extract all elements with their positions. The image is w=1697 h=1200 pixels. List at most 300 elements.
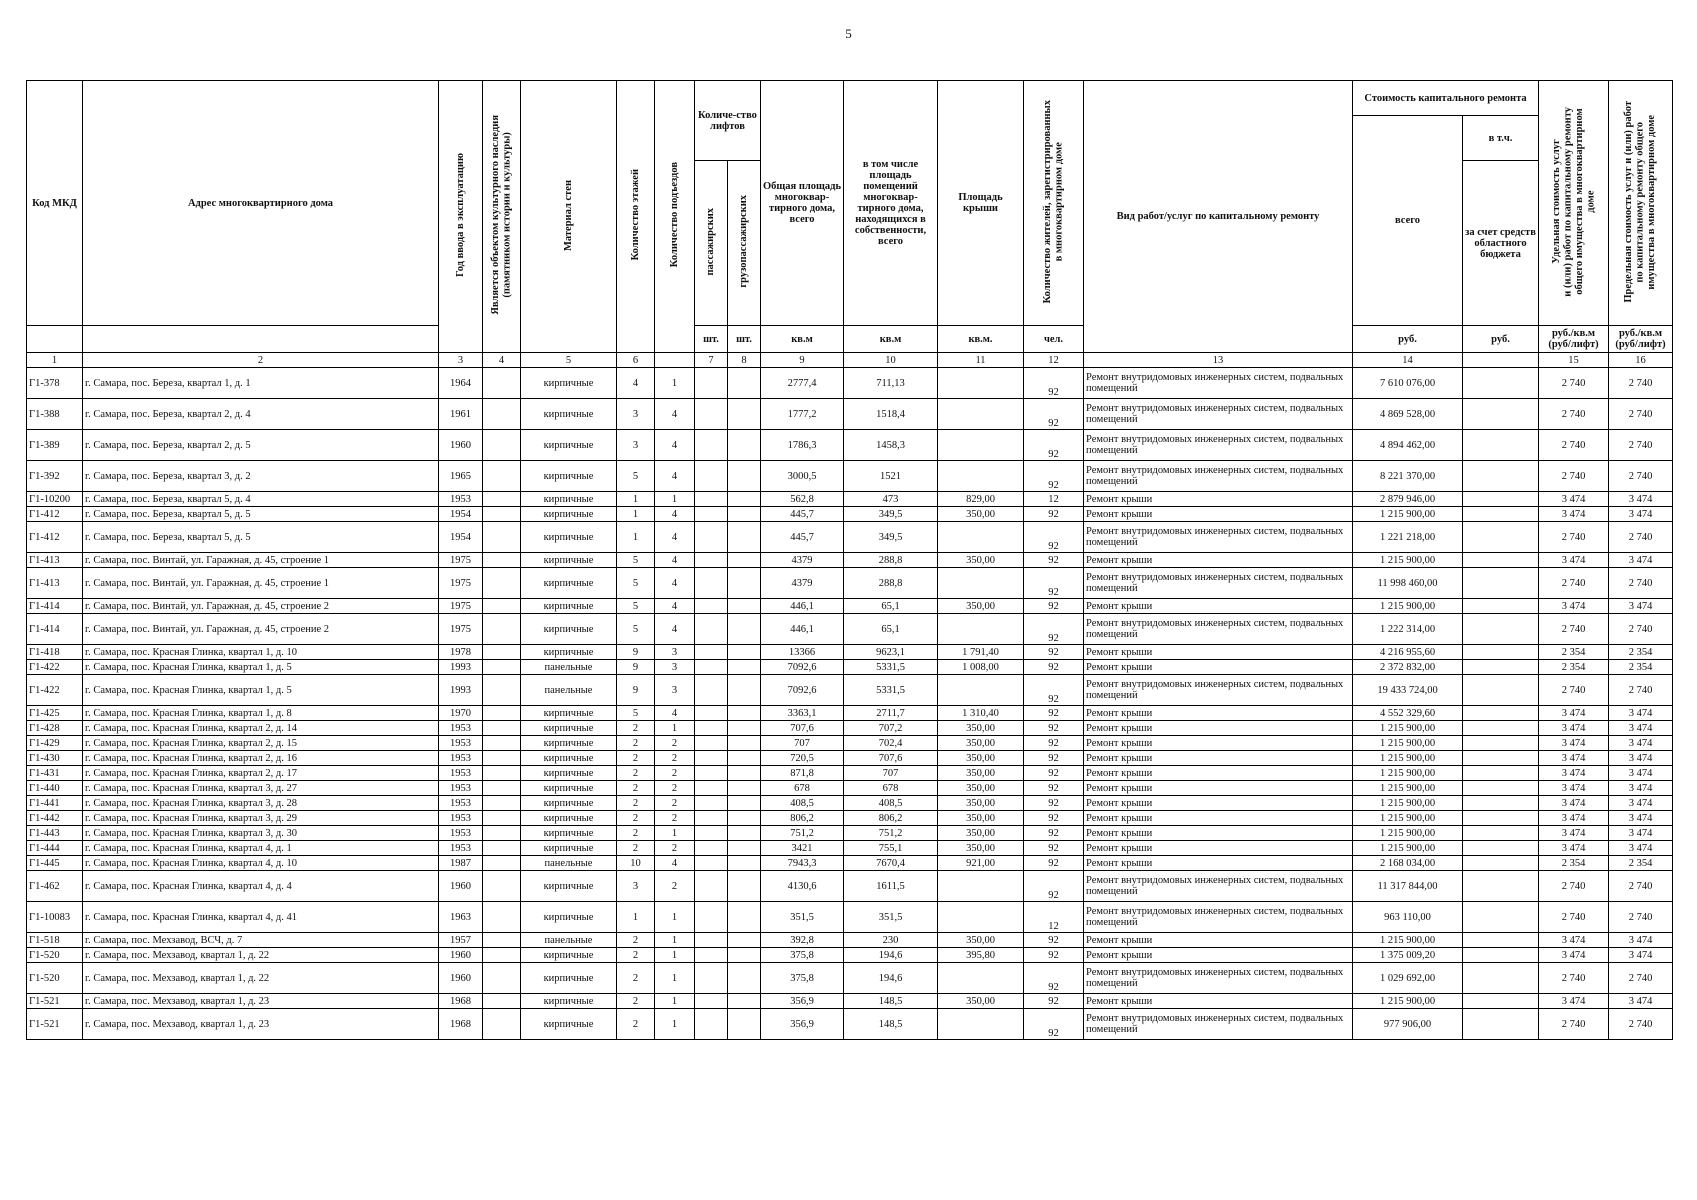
cell-heritage (483, 736, 521, 751)
cell-work-type: Ремонт крыши (1084, 841, 1353, 856)
header-limit-cost: Предельная стоимость услуг и (или) работ по капитальному ремонту общего имущества в многоквартирном доме (1623, 100, 1658, 303)
cell-unit-cost: 3 474 (1539, 553, 1609, 568)
cell-cost-total: 1 215 900,00 (1353, 766, 1463, 781)
unit-pcs: шт. (728, 326, 761, 353)
cell-total-area: 3000,5 (761, 461, 844, 492)
cell-year: 1968 (439, 1009, 483, 1040)
cell-floors: 3 (617, 430, 655, 461)
cell-entrances: 2 (655, 736, 695, 751)
header-cargo: грузопассажирских (738, 195, 750, 288)
cell-limit-cost: 3 474 (1609, 553, 1673, 568)
cell-work-type: Ремонт крыши (1084, 856, 1353, 871)
column-number: 16 (1609, 353, 1673, 368)
table-row (27, 675, 1673, 706)
cell-material: кирпичные (521, 568, 617, 599)
cell-work-type: Ремонт крыши (1084, 721, 1353, 736)
cell-floors: 5 (617, 599, 655, 614)
cell-cargo-lifts (728, 826, 761, 841)
cell-address: г. Самара, пос. Красная Глинка, квартал 1, д. 5 (83, 675, 439, 706)
cell-material: кирпичные (521, 461, 617, 492)
cell-year: 1987 (439, 856, 483, 871)
cell-address: г. Самара, пос. Красная Глинка, квартал 3, д. 30 (83, 826, 439, 841)
cell-floors: 9 (617, 675, 655, 706)
cell-roof-area: 1 008,00 (938, 660, 1024, 675)
cell-year: 1953 (439, 826, 483, 841)
cell-roof-area: 350,00 (938, 796, 1024, 811)
unit-rub: руб. (1353, 326, 1463, 353)
cell-floors: 2 (617, 826, 655, 841)
cell-year: 1954 (439, 522, 483, 553)
cell-roof-area (938, 568, 1024, 599)
cell-address: г. Самара, пос. Красная Глинка, квартал 2, д. 16 (83, 751, 439, 766)
cell-total-area: 707 (761, 736, 844, 751)
header-code: Код МКД (27, 81, 83, 326)
cell-year: 1953 (439, 721, 483, 736)
cell-material: кирпичные (521, 430, 617, 461)
cell-floors: 2 (617, 736, 655, 751)
cell-work-type: Ремонт крыши (1084, 948, 1353, 963)
cell-unit-cost: 3 474 (1539, 781, 1609, 796)
cell-floors: 1 (617, 507, 655, 522)
cell-address: г. Самара, пос. Красная Глинка, квартал 1, д. 10 (83, 645, 439, 660)
cell-address: г. Самара, пос. Красная Глинка, квартал 2, д. 15 (83, 736, 439, 751)
cell-address: г. Самара, пос. Мехзавод, квартал 1, д. 23 (83, 994, 439, 1009)
cell-floors: 5 (617, 706, 655, 721)
cell-roof-area (938, 461, 1024, 492)
cell-passenger-lifts (695, 811, 728, 826)
header-entrances: Количество подъездов (668, 162, 680, 268)
cell-residents: 92 (1024, 706, 1084, 721)
cell-address: г. Самара, пос. Мехзавод, ВСЧ, д. 7 (83, 933, 439, 948)
cell-address: г. Самара, пос. Красная Глинка, квартал 3, д. 27 (83, 781, 439, 796)
cell-entrances: 2 (655, 751, 695, 766)
cell-owned-area: 148,5 (844, 1009, 938, 1040)
cell-cost-regional (1463, 856, 1539, 871)
cell-address: г. Самара, пос. Береза, квартал 2, д. 4 (83, 399, 439, 430)
cell-code: Г1-413 (27, 568, 83, 599)
cell-code: Г1-462 (27, 871, 83, 902)
cell-total-area: 3363,1 (761, 706, 844, 721)
cell-heritage (483, 811, 521, 826)
cell-roof-area: 350,00 (938, 933, 1024, 948)
cell-cost-total: 1 215 900,00 (1353, 751, 1463, 766)
cell-heritage (483, 933, 521, 948)
cell-total-area: 871,8 (761, 766, 844, 781)
table-row (27, 856, 1673, 871)
cell-floors: 9 (617, 660, 655, 675)
cell-code: Г1-412 (27, 507, 83, 522)
table-row (27, 599, 1673, 614)
cell-material: кирпичные (521, 399, 617, 430)
table-row (27, 871, 1673, 902)
cell-material: кирпичные (521, 368, 617, 399)
cell-residents: 92 (1024, 826, 1084, 841)
cell-work-type: Ремонт крыши (1084, 933, 1353, 948)
cell-material: кирпичные (521, 766, 617, 781)
unit-rate: руб./кв.м (руб/лифт) (1539, 326, 1609, 353)
cell-roof-area: 350,00 (938, 507, 1024, 522)
cell-floors: 2 (617, 1009, 655, 1040)
cell-unit-cost: 2 740 (1539, 871, 1609, 902)
cell-address: г. Самара, пос. Береза, квартал 5, д. 5 (83, 522, 439, 553)
cell-unit-cost: 2 740 (1539, 430, 1609, 461)
column-number: 5 (521, 353, 617, 368)
cell-year: 1954 (439, 507, 483, 522)
cell-cargo-lifts (728, 1009, 761, 1040)
cell-unit-cost: 3 474 (1539, 751, 1609, 766)
cell-passenger-lifts (695, 751, 728, 766)
header-heritage: Является объектом культурного наследия (памятником истории и культуры) (490, 115, 513, 315)
cell-total-area: 392,8 (761, 933, 844, 948)
cell-entrances: 3 (655, 660, 695, 675)
cell-heritage (483, 492, 521, 507)
cell-heritage (483, 368, 521, 399)
cell-work-type: Ремонт крыши (1084, 796, 1353, 811)
cell-roof-area (938, 902, 1024, 933)
cell-unit-cost: 3 474 (1539, 841, 1609, 856)
column-number: 6 (617, 353, 655, 368)
cell-total-area: 446,1 (761, 599, 844, 614)
cell-passenger-lifts (695, 568, 728, 599)
cell-cost-total: 11 317 844,00 (1353, 871, 1463, 902)
cell-owned-area: 806,2 (844, 811, 938, 826)
cell-year: 1957 (439, 933, 483, 948)
cell-cost-regional (1463, 568, 1539, 599)
page-number: 5 (845, 26, 852, 41)
cell-cost-total: 1 215 900,00 (1353, 781, 1463, 796)
table-row (27, 811, 1673, 826)
cell-code: Г1-388 (27, 399, 83, 430)
cell-passenger-lifts (695, 856, 728, 871)
cell-owned-area: 349,5 (844, 507, 938, 522)
cell-entrances: 4 (655, 856, 695, 871)
cell-residents: 92 (1024, 933, 1084, 948)
header-work-type: Вид работ/услуг по капитальному ремонту (1084, 81, 1353, 353)
cell-work-type: Ремонт крыши (1084, 826, 1353, 841)
cell-owned-area: 148,5 (844, 994, 938, 1009)
column-number: 10 (844, 353, 938, 368)
cell-material: кирпичные (521, 614, 617, 645)
cell-owned-area: 707,6 (844, 751, 938, 766)
cell-code: Г1-422 (27, 660, 83, 675)
cell-cost-regional (1463, 963, 1539, 994)
cell-work-type: Ремонт крыши (1084, 553, 1353, 568)
cell-cost-total: 1 215 900,00 (1353, 826, 1463, 841)
column-number (1463, 353, 1539, 368)
cell-limit-cost: 2 740 (1609, 568, 1673, 599)
cell-cargo-lifts (728, 430, 761, 461)
cell-code: Г1-422 (27, 675, 83, 706)
cell-unit-cost: 3 474 (1539, 507, 1609, 522)
cell-passenger-lifts (695, 948, 728, 963)
cell-address: г. Самара, пос. Красная Глинка, квартал 4, д. 41 (83, 902, 439, 933)
table-row (27, 1009, 1673, 1040)
cell-entrances: 2 (655, 871, 695, 902)
cell-entrances: 2 (655, 796, 695, 811)
table-row (27, 507, 1673, 522)
cell-entrances: 2 (655, 811, 695, 826)
cell-owned-area: 65,1 (844, 614, 938, 645)
table-row (27, 963, 1673, 994)
cell-unit-cost: 2 740 (1539, 522, 1609, 553)
cell-year: 1953 (439, 796, 483, 811)
cell-total-area: 3421 (761, 841, 844, 856)
cell-cargo-lifts (728, 660, 761, 675)
cell-roof-area (938, 871, 1024, 902)
cell-unit-cost: 2 740 (1539, 614, 1609, 645)
cell-owned-area: 702,4 (844, 736, 938, 751)
cell-total-area: 678 (761, 781, 844, 796)
cell-code: Г1-10083 (27, 902, 83, 933)
cell-limit-cost: 3 474 (1609, 841, 1673, 856)
header-passenger: пассажирских (705, 207, 717, 276)
cell-total-area: 7092,6 (761, 660, 844, 675)
cell-roof-area: 350,00 (938, 721, 1024, 736)
cell-cost-total: 4 869 528,00 (1353, 399, 1463, 430)
cell-code: Г1-518 (27, 933, 83, 948)
cell-year: 1953 (439, 736, 483, 751)
cell-owned-area: 751,2 (844, 826, 938, 841)
cell-entrances: 1 (655, 368, 695, 399)
cell-cost-regional (1463, 826, 1539, 841)
cell-floors: 2 (617, 933, 655, 948)
cell-limit-cost: 3 474 (1609, 781, 1673, 796)
cell-floors: 1 (617, 902, 655, 933)
cell-cost-total: 11 998 460,00 (1353, 568, 1463, 599)
cell-passenger-lifts (695, 492, 728, 507)
cell-roof-area (938, 614, 1024, 645)
cell-cost-regional (1463, 492, 1539, 507)
cell-passenger-lifts (695, 399, 728, 430)
cell-residents: 92 (1024, 871, 1084, 902)
cell-residents: 92 (1024, 614, 1084, 645)
cell-cost-regional (1463, 766, 1539, 781)
cell-year: 1953 (439, 751, 483, 766)
cell-unit-cost: 2 740 (1539, 461, 1609, 492)
table-row (27, 826, 1673, 841)
cell-total-area: 375,8 (761, 948, 844, 963)
cell-owned-area: 351,5 (844, 902, 938, 933)
cell-year: 1975 (439, 568, 483, 599)
column-number: 8 (728, 353, 761, 368)
cell-material: кирпичные (521, 902, 617, 933)
cell-owned-area: 194,6 (844, 963, 938, 994)
cell-owned-area: 65,1 (844, 599, 938, 614)
cell-roof-area: 1 310,40 (938, 706, 1024, 721)
column-number: 3 (439, 353, 483, 368)
cell-limit-cost: 2 740 (1609, 461, 1673, 492)
cell-owned-area: 1458,3 (844, 430, 938, 461)
cell-year: 1970 (439, 706, 483, 721)
cell-limit-cost: 3 474 (1609, 492, 1673, 507)
cell-floors: 2 (617, 948, 655, 963)
cell-owned-area: 288,8 (844, 568, 938, 599)
column-number (655, 353, 695, 368)
cell-floors: 2 (617, 781, 655, 796)
cell-roof-area (938, 522, 1024, 553)
cell-heritage (483, 430, 521, 461)
column-number: 4 (483, 353, 521, 368)
cell-residents: 92 (1024, 736, 1084, 751)
cell-material: кирпичные (521, 751, 617, 766)
cell-unit-cost: 2 740 (1539, 368, 1609, 399)
cell-heritage (483, 675, 521, 706)
cell-year: 1993 (439, 675, 483, 706)
unit-people: чел. (1024, 326, 1084, 353)
cell-unit-cost: 3 474 (1539, 933, 1609, 948)
cell-address: г. Самара, пос. Красная Глинка, квартал 2, д. 17 (83, 766, 439, 781)
cell-address: г. Самара, пос. Красная Глинка, квартал 4, д. 4 (83, 871, 439, 902)
cell-cost-total: 2 372 832,00 (1353, 660, 1463, 675)
cell-limit-cost: 2 354 (1609, 645, 1673, 660)
cell-year: 1953 (439, 781, 483, 796)
cell-residents: 92 (1024, 841, 1084, 856)
table-body (27, 368, 1673, 1040)
column-number: 7 (695, 353, 728, 368)
cell-floors: 2 (617, 841, 655, 856)
cell-passenger-lifts (695, 614, 728, 645)
cell-material: кирпичные (521, 871, 617, 902)
cell-entrances: 4 (655, 461, 695, 492)
cell-cost-regional (1463, 368, 1539, 399)
cell-limit-cost: 2 354 (1609, 660, 1673, 675)
cell-cost-total: 4 216 955,60 (1353, 645, 1463, 660)
cell-cost-regional (1463, 430, 1539, 461)
cell-owned-area: 678 (844, 781, 938, 796)
cell-unit-cost: 2 740 (1539, 1009, 1609, 1040)
cell-work-type: Ремонт внутридомовых инженерных систем, подвальных помещений (1084, 871, 1353, 902)
cell-code: Г1-389 (27, 430, 83, 461)
cell-residents: 92 (1024, 751, 1084, 766)
cell-owned-area: 2711,7 (844, 706, 938, 721)
cell-total-area: 562,8 (761, 492, 844, 507)
cell-total-area: 356,9 (761, 1009, 844, 1040)
cell-code: Г1-378 (27, 368, 83, 399)
cell-cost-total: 1 029 692,00 (1353, 963, 1463, 994)
cell-entrances: 4 (655, 522, 695, 553)
cell-heritage (483, 706, 521, 721)
cell-residents: 12 (1024, 902, 1084, 933)
cell-entrances: 1 (655, 492, 695, 507)
cell-code: Г1-443 (27, 826, 83, 841)
cell-passenger-lifts (695, 599, 728, 614)
cell-address: г. Самара, пос. Красная Глинка, квартал 2, д. 14 (83, 721, 439, 736)
cell-address: г. Самара, пос. Винтай, ул. Гаражная, д. 45, строение 1 (83, 553, 439, 568)
header-residents: Количество жителей, зарегистрированных в многоквартирном доме (1042, 99, 1065, 304)
cell-residents: 92 (1024, 522, 1084, 553)
cell-owned-area: 230 (844, 933, 938, 948)
cell-material: кирпичные (521, 721, 617, 736)
cell-cost-total: 1 215 900,00 (1353, 796, 1463, 811)
cell-code: Г1-521 (27, 1009, 83, 1040)
cell-cost-total: 1 215 900,00 (1353, 721, 1463, 736)
cell-limit-cost: 2 740 (1609, 1009, 1673, 1040)
cell-cost-total: 1 375 009,20 (1353, 948, 1463, 963)
table-row (27, 736, 1673, 751)
cell-owned-area: 1518,4 (844, 399, 938, 430)
cell-owned-area: 288,8 (844, 553, 938, 568)
cell-address: г. Самара, пос. Красная Глинка, квартал 4, д. 10 (83, 856, 439, 871)
cell-cargo-lifts (728, 368, 761, 399)
cell-owned-area: 473 (844, 492, 938, 507)
table-row (27, 766, 1673, 781)
cell-limit-cost: 3 474 (1609, 507, 1673, 522)
cell-work-type: Ремонт внутридомовых инженерных систем, подвальных помещений (1084, 675, 1353, 706)
cell-material: панельные (521, 660, 617, 675)
cell-cost-regional (1463, 994, 1539, 1009)
cell-cargo-lifts (728, 736, 761, 751)
cell-residents: 92 (1024, 796, 1084, 811)
cell-address: г. Самара, пос. Красная Глинка, квартал 3, д. 28 (83, 796, 439, 811)
cell-floors: 1 (617, 492, 655, 507)
cell-owned-area: 707,2 (844, 721, 938, 736)
cell-roof-area (938, 1009, 1024, 1040)
cell-cost-regional (1463, 614, 1539, 645)
cell-entrances: 4 (655, 553, 695, 568)
cell-cost-total: 1 215 900,00 (1353, 811, 1463, 826)
cell-address: г. Самара, пос. Мехзавод, квартал 1, д. 23 (83, 1009, 439, 1040)
header-unit-cost: Удельная стоимость услуг и (или) работ по капитальному ремонту общего имущества в многоквартирном доме (1550, 106, 1597, 297)
cell-work-type: Ремонт крыши (1084, 994, 1353, 1009)
cell-heritage (483, 796, 521, 811)
cell-cargo-lifts (728, 871, 761, 902)
column-number: 12 (1024, 353, 1084, 368)
cell-address: г. Самара, пос. Мехзавод, квартал 1, д. 22 (83, 948, 439, 963)
cell-passenger-lifts (695, 736, 728, 751)
cell-residents: 92 (1024, 781, 1084, 796)
cell-material: кирпичные (521, 507, 617, 522)
cell-total-area: 356,9 (761, 994, 844, 1009)
cell-residents: 92 (1024, 994, 1084, 1009)
cell-residents: 92 (1024, 948, 1084, 963)
cell-year: 1960 (439, 430, 483, 461)
cell-cost-regional (1463, 933, 1539, 948)
cell-limit-cost: 3 474 (1609, 751, 1673, 766)
cell-floors: 2 (617, 811, 655, 826)
column-number: 13 (1084, 353, 1353, 368)
cell-year: 1953 (439, 492, 483, 507)
column-number-row (27, 353, 1673, 368)
cell-heritage (483, 522, 521, 553)
cell-limit-cost: 2 740 (1609, 614, 1673, 645)
cell-entrances: 2 (655, 766, 695, 781)
cell-work-type: Ремонт крыши (1084, 599, 1353, 614)
cell-cargo-lifts (728, 933, 761, 948)
header-cost-total: всего (1353, 116, 1463, 326)
cell-cost-regional (1463, 781, 1539, 796)
cell-entrances: 1 (655, 933, 695, 948)
cell-cost-total: 1 215 900,00 (1353, 553, 1463, 568)
cell-limit-cost: 3 474 (1609, 706, 1673, 721)
cell-work-type: Ремонт внутридомовых инженерных систем, подвальных помещений (1084, 1009, 1353, 1040)
cell-limit-cost: 2 354 (1609, 856, 1673, 871)
cell-cargo-lifts (728, 766, 761, 781)
cell-limit-cost: 3 474 (1609, 796, 1673, 811)
cell-roof-area: 350,00 (938, 826, 1024, 841)
cell-entrances: 4 (655, 706, 695, 721)
cell-material: кирпичные (521, 963, 617, 994)
cell-code: Г1-445 (27, 856, 83, 871)
cell-unit-cost: 2 354 (1539, 856, 1609, 871)
cell-limit-cost: 2 740 (1609, 871, 1673, 902)
cell-heritage (483, 994, 521, 1009)
table-row (27, 399, 1673, 430)
cell-cost-total: 7 610 076,00 (1353, 368, 1463, 399)
cell-cargo-lifts (728, 721, 761, 736)
cell-cargo-lifts (728, 994, 761, 1009)
cell-residents: 92 (1024, 507, 1084, 522)
cell-floors: 3 (617, 871, 655, 902)
